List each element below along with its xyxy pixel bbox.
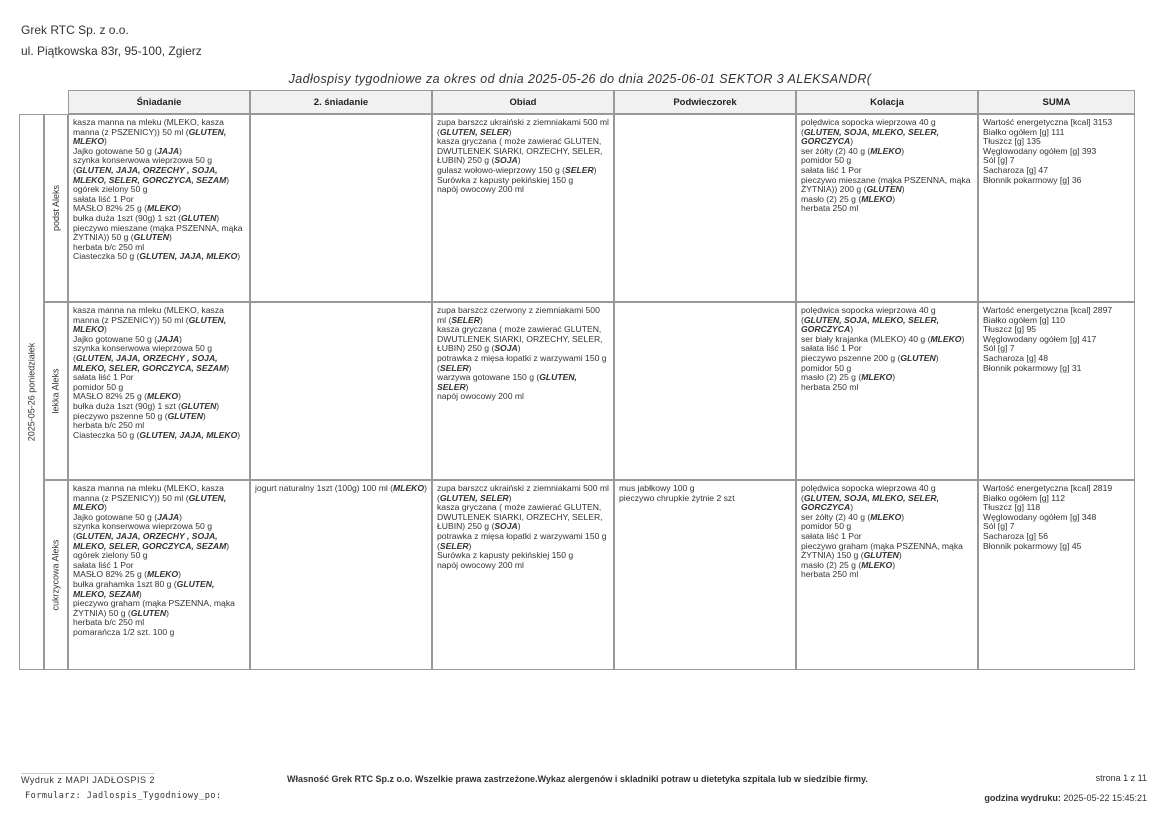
menu-item: jogurt naturalny 1szt (100g) 100 ml (MLEKO) <box>255 483 427 493</box>
menu-item: polędwica sopocka wieprzowa 40 g (GLUTEN, SOJA, MLEKO, SELER, GORCZYCA) <box>801 305 939 335</box>
company-address: ul. Piątkowska 83r, 95-100, Zgierz <box>21 44 202 58</box>
menu-item: Sacharoza [g] 47 <box>983 164 1048 175</box>
menu-item: herbata 250 ml <box>801 203 859 214</box>
menu-item: kasza gryczana ( może zawierać GLUTEN, DWUTLENEK SIARKI, ORZECHY, SELER, ŁUBIN) 250 g (SOJA) <box>437 136 603 166</box>
menu-item: pieczywo graham (mąka PSZENNA, mąka ŻYTNIA) 150 g (GLUTEN) <box>801 540 963 561</box>
menu-item: pieczywo pszenne 200 g (GLUTEN) <box>801 352 939 363</box>
form-label: Formularz: Jadlospis_Tygodniowy_po: <box>25 791 222 801</box>
menu-item: kasza manna na mleku (MLEKO, kasza manna (z PSZENICY)) 50 ml (GLUTEN, MLEKO) <box>73 305 227 335</box>
menu-item: kasza gryczana ( może zawierać GLUTEN, DWUTLENEK SIARKI, ORZECHY, SELER, ŁUBIN) 250 g (SOJA) <box>437 502 603 532</box>
menu-item: szynka konserwowa wieprzowa 50 g (GLUTEN, JAJA, ORZECHY , SOJA, MLEKO, SELER, GORCZYCA, SEZAM) <box>73 521 230 551</box>
company-name: Grek RTC Sp. z o.o. <box>21 23 129 37</box>
document-title: Jadłospisy tygodniowe za okres od dnia 2025-05-26 do dnia 2025-06-01 SEKTOR 3 ALEKSANDR( <box>288 72 872 86</box>
menu-item: Błonnik pokarmowy [g] 31 <box>983 362 1082 373</box>
cell-breakfast <box>68 114 250 302</box>
menu-item: ogórek zielony 50 g <box>73 550 148 561</box>
page-number: strona 1 z 11 <box>1095 773 1147 783</box>
menu-item: sałata liść 1 Por <box>73 372 134 383</box>
menu-item: Jajko gotowane 50 g (JAJA) <box>73 145 182 156</box>
menu-item: pieczywo pszenne 50 g (GLUTEN) <box>73 410 206 421</box>
diet-label-text: lekka Aleks <box>51 368 61 414</box>
menu-item: herbata b/c 250 ml <box>73 420 145 431</box>
menu-item: Wartość energetyczna [kcal] 2897 <box>983 305 1113 315</box>
cell-lunch <box>432 480 614 670</box>
menu-item: potrawka z mięsa łopatki z warzywami 150 g (SELER) <box>437 530 607 551</box>
menu-item: potrawka z mięsa łopatki z warzywami 150 g (SELER) <box>437 352 607 373</box>
cell-summary <box>978 114 1135 302</box>
menu-item: napój owocowy 200 ml <box>437 391 524 402</box>
menu-item: Jajko gotowane 50 g (JAJA) <box>73 333 182 344</box>
column-header-dinner: Kolacja <box>796 90 978 114</box>
menu-item: ser biały krajanka (MLEKO) 40 g (MLEKO) <box>801 333 965 344</box>
menu-item: Białko ogółem [g] 110 <box>983 314 1066 325</box>
menu-item: szynka konserwowa wieprzowa 50 g (GLUTEN, JAJA, ORZECHY , SOJA, MLEKO, SELER, GORCZYCA, SEZAM) <box>73 343 230 373</box>
date-label-text: 2025-05-26 poniedziałek <box>26 342 37 442</box>
date-label <box>19 114 44 670</box>
print-time <box>984 793 1147 803</box>
menu-item: Sacharoza [g] 56 <box>983 530 1048 541</box>
menu-item: pomidor 50 g <box>801 155 852 166</box>
diet-label <box>44 480 68 670</box>
column-header-lunch: Obiad <box>432 90 614 114</box>
print-time-label: godzina wydruku: <box>984 793 1061 803</box>
menu-item: masło (2) 25 g (MLEKO) <box>801 193 896 204</box>
menu-item: ser żółty (2) 40 g (MLEKO) <box>801 145 905 156</box>
cell-afternoon-snack <box>614 114 796 302</box>
menu-item: kasza manna na mleku (MLEKO, kasza manna (z PSZENICY)) 50 ml (GLUTEN, MLEKO) <box>73 483 227 513</box>
cell-second-breakfast <box>250 480 432 670</box>
diet-label-text: cukrzycowa Aleks <box>51 539 61 611</box>
menu-item: pieczywo graham (mąka PSZENNA, mąka ŻYTNIA) 50 g (GLUTEN) <box>73 598 235 618</box>
menu-item: Tłuszcz [g] 95 <box>983 324 1037 335</box>
menu-item: polędwica sopocka wieprzowa 40 g (GLUTEN, SOJA, MLEKO, SELER, GORCZYCA) <box>801 483 939 513</box>
menu-item: gulasz wołowo-wieprzowy 150 g (SELER) <box>437 164 597 175</box>
menu-item: zupa barszcz ukraiński z ziemniakami 500 ml (GLUTEN, SELER) <box>437 117 609 137</box>
ownership-notice: Własność Grek RTC Sp.z o.o. Wszelkie prawa zastrzeżone.Wykaz alergenów i skladniki potraw u dietetyka szpitala lub w siedzibie firmy. <box>287 774 868 784</box>
menu-item: Węglowodany ogółem [g] 417 <box>983 333 1097 344</box>
menu-item: kasza manna na mleku (MLEKO, kasza manna (z PSZENICY)) 50 ml (GLUTEN, MLEKO) <box>73 117 227 147</box>
menu-item: Ciasteczka 50 g (GLUTEN, JAJA, MLEKO) <box>73 429 241 440</box>
menu-item: herbata 250 ml <box>801 569 859 580</box>
column-header-second-breakfast: 2. śniadanie <box>250 90 432 114</box>
menu-item: zupa barszcz ukraiński z ziemniakami 500 ml (GLUTEN, SELER) <box>437 483 609 503</box>
column-header-breakfast: Śniadanie <box>68 90 250 114</box>
menu-item: herbata b/c 250 ml <box>73 241 145 252</box>
menu-item: Wartość energetyczna [kcal] 3153 <box>983 117 1113 127</box>
diet-label-text: podst Aleks <box>51 184 61 232</box>
menu-item: herbata 250 ml <box>801 381 859 392</box>
menu-item: Wartość energetyczna [kcal] 2819 <box>983 483 1113 493</box>
cell-second-breakfast <box>250 114 432 302</box>
menu-item: MASŁO 82% 25 g (MLEKO) <box>73 391 181 402</box>
menu-item: sałata liść 1 Por <box>801 530 862 541</box>
menu-item: herbata b/c 250 ml <box>73 617 145 628</box>
cell-breakfast <box>68 302 250 480</box>
menu-item: napój owocowy 200 ml <box>437 559 524 570</box>
menu-item: sałata liść 1 Por <box>801 343 862 354</box>
menu-item: Ciasteczka 50 g (GLUTEN, JAJA, MLEKO) <box>73 251 241 262</box>
cell-afternoon-snack <box>614 480 796 670</box>
cell-summary <box>978 480 1135 670</box>
column-header-afternoon-snack: Podwieczorek <box>614 90 796 114</box>
menu-item: sałata liść 1 Por <box>73 559 134 570</box>
cell-dinner <box>796 302 978 480</box>
menu-item: pomidor 50 g <box>801 362 852 373</box>
menu-item: ser żółty (2) 40 g (MLEKO) <box>801 511 905 522</box>
menu-item: Węglowodany ogółem [g] 348 <box>983 511 1097 522</box>
cell-summary <box>978 302 1135 480</box>
menu-item: sałata liść 1 Por <box>73 193 134 204</box>
menu-item: MASŁO 82% 25 g (MLEKO) <box>73 203 181 214</box>
menu-item: Sól [g] 7 <box>983 521 1015 532</box>
menu-item: napój owocowy 200 ml <box>437 184 524 195</box>
menu-item: kasza gryczana ( może zawierać GLUTEN, DWUTLENEK SIARKI, ORZECHY, SELER, ŁUBIN) 250 g (SOJA) <box>437 324 603 354</box>
diet-label <box>44 302 68 480</box>
menu-item: pomidor 50 g <box>801 521 852 532</box>
menu-item: zupa barszcz czerwony z ziemniakami 500 ml (SELER) <box>437 305 600 325</box>
diet-label <box>44 114 68 302</box>
menu-item: Białko ogółem [g] 112 <box>983 492 1066 503</box>
menu-item: Węglowodany ogółem [g] 393 <box>983 145 1097 156</box>
menu-item: MASŁO 82% 25 g (MLEKO) <box>73 569 181 580</box>
print-time-value: 2025-05-22 15:45:21 <box>1063 793 1147 803</box>
cell-lunch <box>432 302 614 480</box>
menu-item: Błonnik pokarmowy [g] 36 <box>983 174 1082 185</box>
menu-item: bułka grahamka 1szt 80 g (GLUTEN, MLEKO, SEZAM) <box>73 578 215 599</box>
menu-item: pomarańcza 1/2 szt. 100 g <box>73 626 175 637</box>
menu-item: Jajko gotowane 50 g (JAJA) <box>73 511 182 522</box>
printout-label: Wydruk z MAPI JADŁOSPIS 2 <box>21 775 155 785</box>
menu-item: Sacharoza [g] 48 <box>983 352 1048 363</box>
menu-item: Białko ogółem [g] 111 <box>983 126 1065 137</box>
menu-item: Tłuszcz [g] 118 <box>983 502 1041 513</box>
cell-breakfast <box>68 480 250 670</box>
menu-item: mus jabłkowy 100 g <box>619 483 695 493</box>
cell-dinner <box>796 114 978 302</box>
column-header-summary: SUMA <box>978 90 1135 114</box>
menu-item: bułka duża 1szt (90g) 1 szt (GLUTEN) <box>73 400 220 411</box>
menu-item: pieczywo chrupkie żytnie 2 szt <box>619 492 735 503</box>
cell-afternoon-snack <box>614 302 796 480</box>
menu-item: bułka duża 1szt (90g) 1 szt (GLUTEN) <box>73 212 220 223</box>
menu-item: Tłuszcz [g] 135 <box>983 136 1041 147</box>
cell-lunch <box>432 114 614 302</box>
menu-item: Sól [g] 7 <box>983 155 1015 166</box>
menu-item: polędwica sopocka wieprzowa 40 g (GLUTEN, SOJA, MLEKO, SELER, GORCZYCA) <box>801 117 939 147</box>
menu-item: Surówka z kapusty pekińskiej 150 g <box>437 550 574 561</box>
menu-item: pomidor 50 g <box>73 381 124 392</box>
menu-item: ogórek zielony 50 g <box>73 184 148 195</box>
cell-dinner <box>796 480 978 670</box>
menu-item: pieczywo mieszane (mąka PSZENNA, mąka ŻYTNIA)) 50 g (GLUTEN) <box>73 222 243 243</box>
menu-item: sałata liść 1 Por <box>801 164 862 175</box>
menu-item: masło (2) 25 g (MLEKO) <box>801 559 896 570</box>
menu-item: Błonnik pokarmowy [g] 45 <box>983 540 1082 551</box>
menu-item: masło (2) 25 g (MLEKO) <box>801 372 896 383</box>
menu-item: szynka konserwowa wieprzowa 50 g (GLUTEN, JAJA, ORZECHY , SOJA, MLEKO, SELER, GORCZYCA, SEZAM) <box>73 155 230 185</box>
menu-item: Sól [g] 7 <box>983 343 1015 354</box>
menu-item: pieczywo mieszane (mąka PSZENNA, mąka ŻYTNIA)) 200 g (GLUTEN) <box>801 174 971 195</box>
cell-second-breakfast <box>250 302 432 480</box>
menu-item: warzywa gotowane 150 g (GLUTEN, SELER) <box>437 372 577 392</box>
menu-item: Surówka z kapusty pekińskiej 150 g <box>437 174 574 185</box>
